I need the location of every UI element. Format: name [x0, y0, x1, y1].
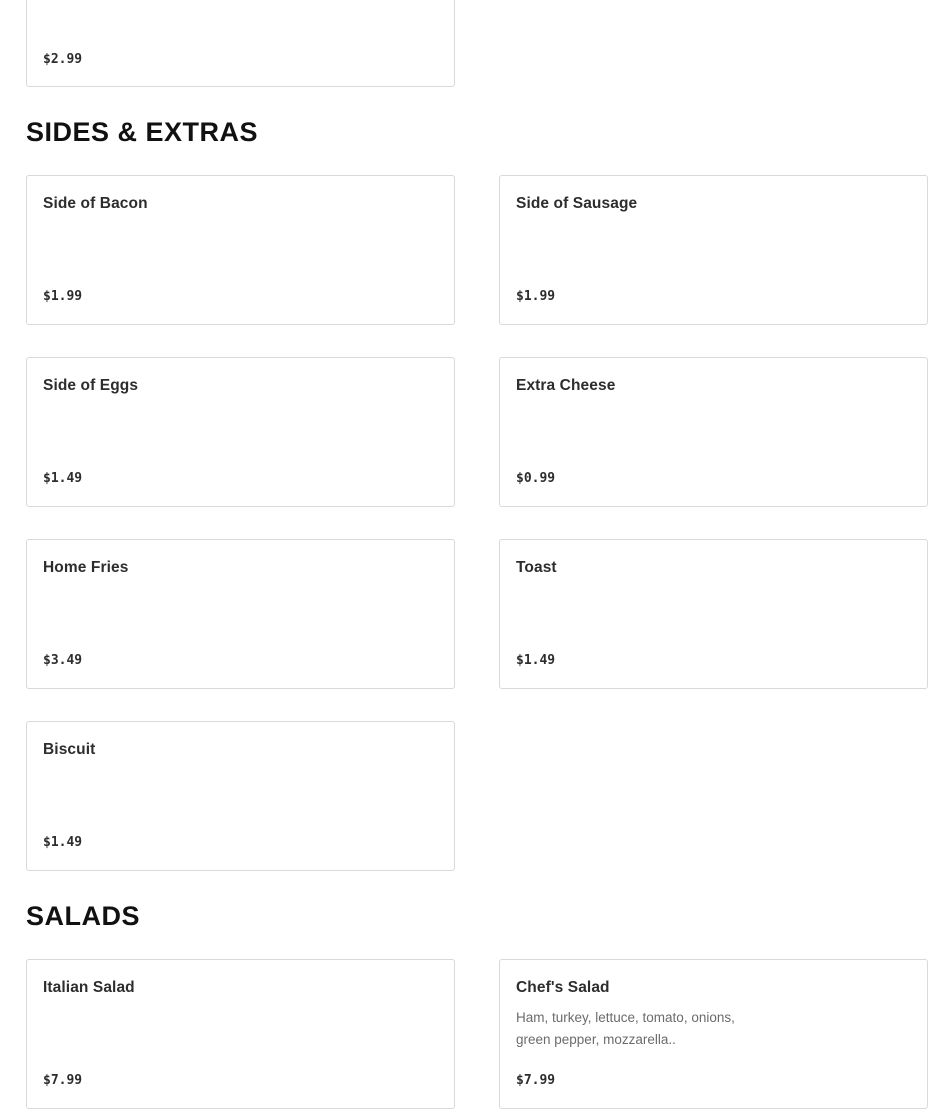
menu-item-price: $7.99	[516, 1073, 556, 1088]
menu-item-price: $1.99	[43, 289, 83, 304]
menu-item-name: Biscuit	[43, 741, 96, 758]
menu-item-name: Side of Eggs	[43, 377, 139, 394]
section-title-salads: SALADS	[26, 901, 141, 931]
section-title-sides-extras: SIDES & EXTRAS	[26, 117, 259, 147]
menu-item-card[interactable]	[26, 175, 455, 325]
menu-item-name: Chef's Salad	[516, 979, 610, 996]
menu-item-price: $1.49	[43, 471, 83, 486]
menu-item-card[interactable]	[26, 0, 455, 87]
menu-item-name: Side of Bacon	[43, 195, 148, 212]
menu-item-name: Italian Salad	[43, 979, 135, 996]
menu-item-description: Ham, turkey, lettuce, tomato, onions, green pepper, mozzarella..	[516, 1010, 735, 1047]
menu-item-name: Side of Sausage	[516, 195, 638, 212]
menu-item-name: Extra Cheese	[516, 377, 616, 394]
menu-item-card[interactable]	[499, 357, 928, 507]
menu-item-card[interactable]	[499, 175, 928, 325]
menu-item-card[interactable]	[499, 539, 928, 689]
menu-item-card[interactable]	[26, 539, 455, 689]
menu-item-name: Home Fries	[43, 559, 129, 576]
menu-item-price: $1.99	[516, 289, 556, 304]
menu-item-card[interactable]	[26, 357, 455, 507]
menu-item-name: Toast	[516, 559, 557, 576]
menu-item-price: $0.99	[516, 471, 556, 486]
menu-item-card[interactable]	[26, 721, 455, 871]
menu-item-price: $2.99	[43, 52, 83, 67]
menu-item-price: $7.99	[43, 1073, 83, 1088]
menu-item-price: $1.49	[516, 653, 556, 668]
menu-item-price: $1.49	[43, 835, 83, 850]
menu-item-price: $3.49	[43, 653, 83, 668]
